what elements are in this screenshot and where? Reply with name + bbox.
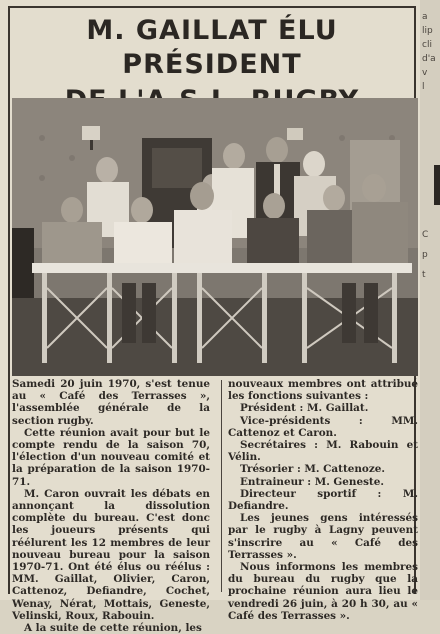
article-paragraph: M. Caron ouvrait les débats en annonçant la dissolution complète du bureau. C'est donc les joueurs présents qui réélurent les 12 membres de leur nouveau bureau pour la saison 1970-71. Ont été élus ou réélus : MM. Gaillat, Olivier, Caron, Cattenoz, Defiandre, Cochet, Wenay, Nérat, Mottais, Geneste, Velinski, Roux, Rabouin. [12, 487, 210, 622]
side-fragment: a [422, 12, 428, 22]
article-paragraph: Nous informons les membres du bureau du rugby que la prochaine réunion aura lieu le vendredi 26 juin, à 20 h 30, au « Café des Terrasses ». [228, 561, 418, 622]
adjacent-heading-bar [434, 165, 440, 205]
side-fragment: C [422, 230, 429, 240]
role-coach: Entraineur : M. Geneste. [240, 475, 384, 488]
side-fragment: l [422, 82, 425, 92]
frame-top-rule [8, 6, 416, 8]
article-paragraph: A la suite de cette réunion, les [24, 622, 202, 634]
side-fragment: t [422, 270, 426, 280]
side-fragment: lip [422, 26, 433, 36]
role-vice-presidents: Vice-présidents : MM. Cattenoz et Caron. [228, 414, 418, 439]
role-secretaries: Secrétaires : M. Rabouin et Vélin. [228, 439, 418, 464]
team-photo-illustration [12, 98, 418, 376]
role-sports-director: Directeur sportif : M. Defiandre. [228, 487, 418, 513]
headline-line-1: M. GAILLAT ÉLU PRÉSIDENT [86, 15, 338, 80]
article-paragraph: Cette réunion avait pour but le compte rendu de la saison 70, l'élection d'un nouveau comité et la préparation de la saison 1970-71. [12, 426, 210, 488]
article-column-right [228, 378, 418, 622]
article-paragraph: Samedi 20 juin 1970, s'est tenue au « Café des Terrasses », l'assemblée générale de la section rugby. [12, 378, 210, 427]
side-fragment: p [422, 250, 428, 260]
adjacent-column-fragment [420, 0, 440, 600]
role-treasurer: Trésorier : M. Cattenoze. [240, 463, 385, 476]
role-president: Président : M. Gaillat. [240, 402, 369, 415]
side-fragment: d'a [422, 54, 436, 64]
side-fragment: cli [422, 40, 432, 50]
column-divider [221, 380, 222, 592]
article-paragraph: nouveaux membres ont attribué les fonctions suivantes : [228, 378, 418, 403]
side-fragment: v [422, 68, 428, 78]
article-column-left [12, 378, 210, 634]
team-photo [12, 98, 418, 376]
article-paragraph: Les jeunes gens intéressés par le rugby à Lagny peuvent s'inscrire au « Café des Terrasses ». [228, 512, 418, 561]
